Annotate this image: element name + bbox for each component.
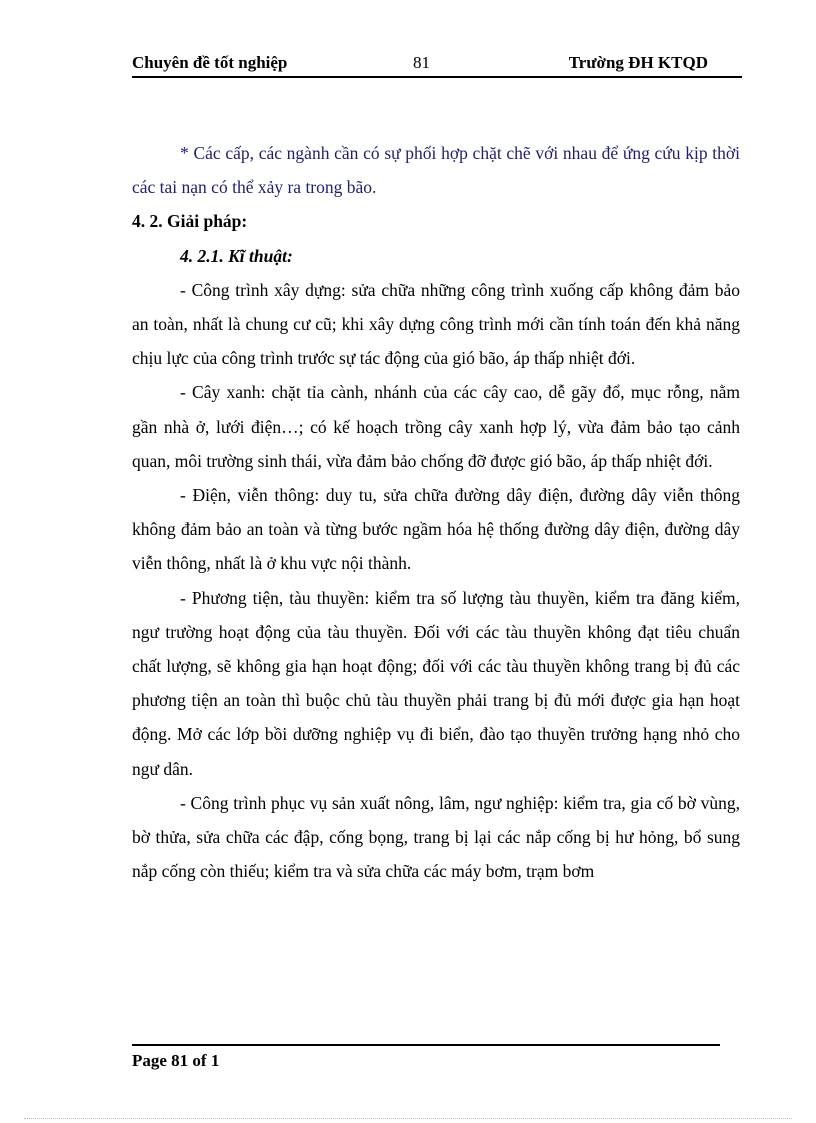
- paragraph-construction: - Công trình xây dựng: sửa chữa những công trình xuống cấp không đảm bảo an toàn, nhất là chung cư cũ; khi xây dựng công trình mới cần tính toán đến khả năng chịu lực của công trình trước sự tác động của gió bão, áp thấp nhiệt đới.: [132, 279, 740, 369]
- page-footer: Page 81 of 1: [132, 1051, 220, 1070]
- page-header: [132, 52, 742, 78]
- paragraph-electricity: - Điện, viễn thông: duy tu, sửa chữa đường dây điện, đường dây viễn thông không đảm bảo an toàn và từng bước ngầm hóa hệ thống đường dây điện, đường dây viễn thông, nhất là ở khu vực nội thành.: [132, 485, 740, 574]
- document-body: [132, 136, 740, 888]
- paragraph-coordination: * Các cấp, các ngành cần có sự phối hợp chặt chẽ với nhau để ứng cứu kịp thời các tai nạn có thể xảy ra trong bão.: [132, 143, 740, 198]
- subsection-heading: 4. 2.1. Kĩ thuật:: [180, 245, 293, 266]
- page-bottom-dotted-line: [24, 1118, 792, 1119]
- paragraph-agriculture: - Công trình phục vụ sản xuất nông, lâm, ngư nghiệp: kiểm tra, gia cố bờ vùng, bờ thửa, sửa chữa các đập, cống bọng, trang bị lại các nắp cống bị hư hỏng, bổ sung nắp cống còn thiếu; kiểm tra và sửa chữa các máy bơm, trạm bơm: [132, 792, 740, 882]
- paragraph-vessels: - Phương tiện, tàu thuyền: kiểm tra số lượng tàu thuyền, kiểm tra đăng kiểm, ngư trường hoạt động của tàu thuyền. Đối với các tàu thuyền không đạt tiêu chuẩn chất lượng, sẽ không gia hạn hoạt động; đối với các tàu thuyền không trang bị đủ các phương tiện an toàn thì buộc chủ tàu thuyền phải trang bị đủ mới được gia hạn hoạt động. Mở các lớp bồi dưỡng nghiệp vụ đi biển, đào tạo thuyền trưởng hạng nhỏ cho ngư dân.: [132, 587, 740, 779]
- header-page-number: 81: [413, 53, 430, 72]
- header-university: Trường ĐH KTQD: [568, 53, 708, 72]
- footer-divider: [132, 1044, 720, 1046]
- section-heading: 4. 2. Giải pháp:: [132, 211, 248, 232]
- paragraph-trees: - Cây xanh: chặt tỉa cành, nhánh của các cây cao, dễ gãy đổ, mục rỗng, nằm gần nhà ở, lưới điện…; có kế hoạch trồng cây xanh hợp lý, vừa đảm bảo tạo cảnh quan, môi trường sinh thái, vừa đảm bảo chống đỡ được gió bão, áp thấp nhiệt đới.: [132, 382, 740, 471]
- header-title: Chuyên đề tốt nghiệp: [132, 53, 288, 72]
